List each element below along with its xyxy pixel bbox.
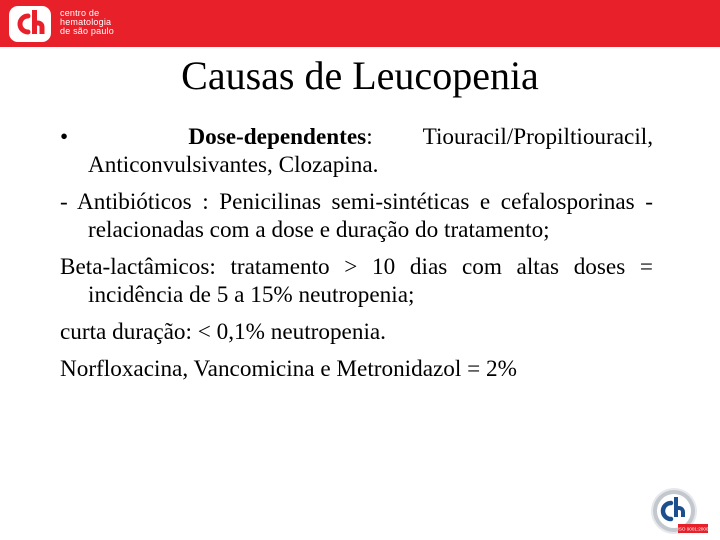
footer-logo-icon xyxy=(638,486,710,536)
list-item: curta duração: < 0,1% neutropenia. xyxy=(60,319,386,345)
slide-title: Causas de Leucopenia xyxy=(181,53,539,98)
header-band xyxy=(0,0,720,47)
list-item xyxy=(60,123,653,179)
chsp-logo-mark-icon xyxy=(8,4,56,44)
bullet: • xyxy=(60,124,69,150)
logo-line-3: de são paulo xyxy=(60,26,114,36)
item-term: Dose-dependentes xyxy=(188,124,367,150)
item-separator: : xyxy=(366,124,373,150)
list-item: Beta-lactâmicos: tratamento > 10 dias com altas doses = incidência de 5 a 15% neutropenia; xyxy=(60,254,653,308)
list-item: Norfloxacina, Vancomicina e Metronidazol = 2% xyxy=(60,356,517,382)
logo-text xyxy=(60,9,114,36)
chsp-logo xyxy=(8,4,148,44)
item-text: Tiouracil/Propiltiouracil, Anticonvulsivantes, Clozapina. xyxy=(88,124,653,178)
list-item: - Antibióticos : Penicilinas semi-sintéticas e cefalosporinas - relacionadas com a dose e duração do tratamento; xyxy=(60,189,653,243)
slide-body xyxy=(60,123,653,383)
logo-line-1: centro de xyxy=(60,8,100,18)
logo-line-2: hematologia xyxy=(60,17,112,27)
iso-badge-text: ISO 9001:2000 xyxy=(677,526,709,532)
